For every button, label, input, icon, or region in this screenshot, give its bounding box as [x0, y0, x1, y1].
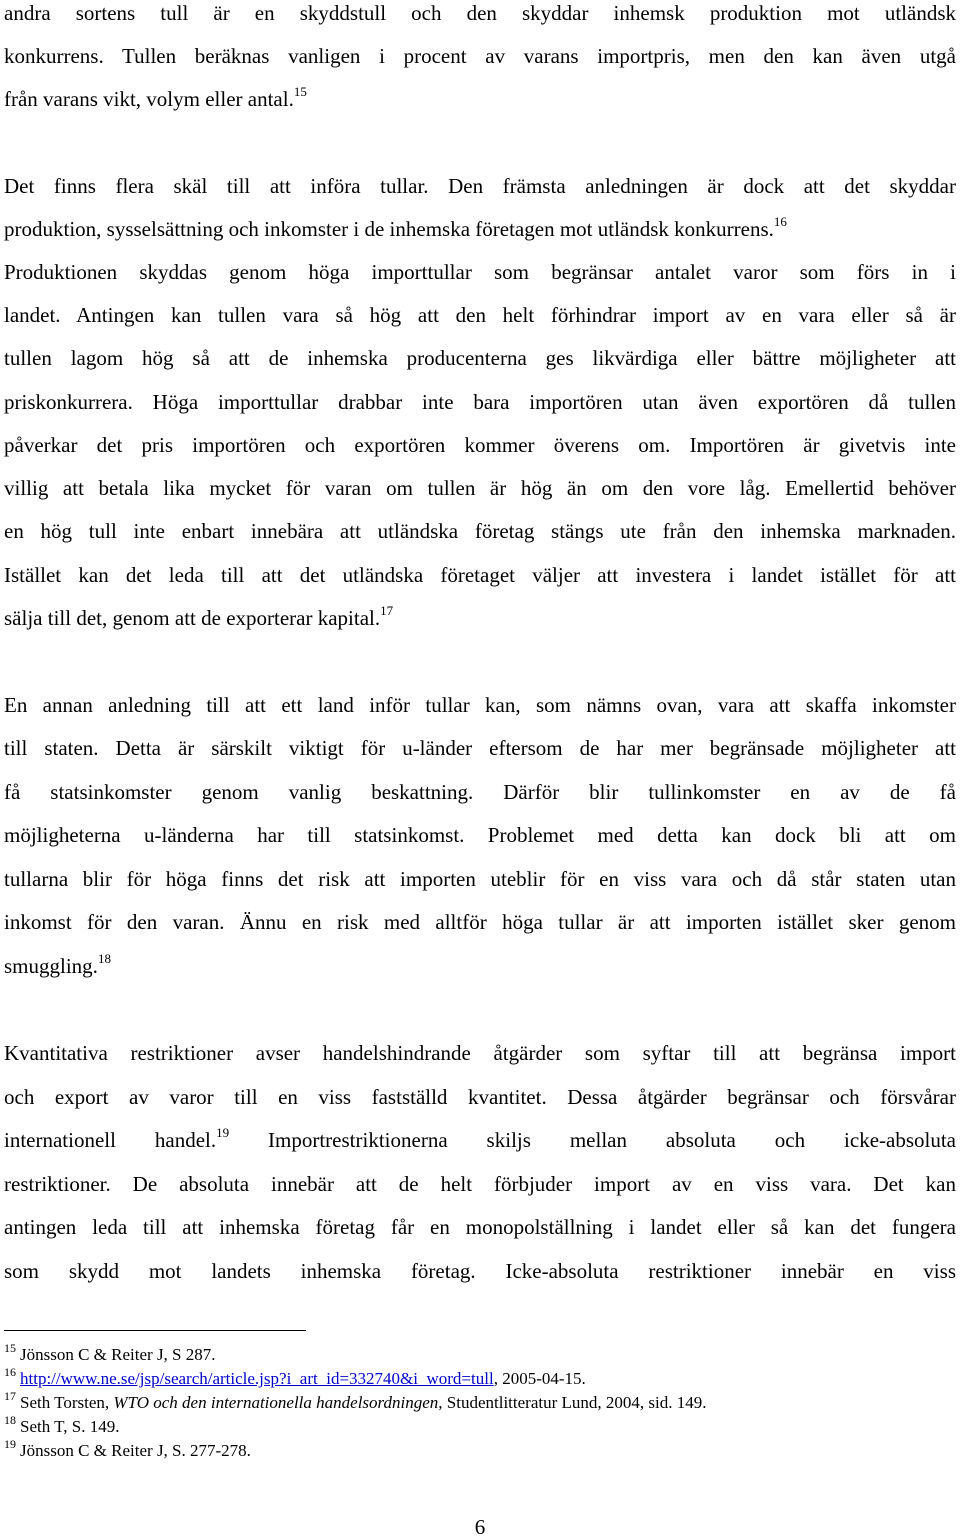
- text-line: och export av varor till en viss fastställd kvantitet. Dessa åtgärder begränsar och försvårar: [4, 1085, 956, 1109]
- text-line: internationell handel.$^{19}$ Importrestriktionerna skiljs mellan absoluta och icke-absoluta: [4, 1125, 956, 1152]
- text-line: produktion, sysselsättning och inkomster i de inhemska företagen mot utländsk konkurrens.$^{16}$: [4, 214, 787, 241]
- text-line: från varans vikt, volym eller antal.$^{15}$: [4, 84, 307, 111]
- footnote-number: 19: [4, 1437, 16, 1452]
- footnote-ref: 19: [216, 1125, 230, 1140]
- footnote-ref: 15: [293, 84, 307, 99]
- footnote-number: 17: [4, 1389, 16, 1404]
- footnote-ref: 17: [380, 603, 394, 618]
- text-line: priskonkurrera. Höga importtullar drabbar inte bara importören utan även exportören då tullen: [4, 390, 956, 414]
- text-line: tullarna blir för höga finns det risk att importen uteblir för en viss vara och då står staten utan: [4, 867, 956, 891]
- text-line: en hög tull inte enbart innebära att utländska företag stängs ute från den inhemska marknaden.: [4, 519, 956, 543]
- text-line: smuggling.$^{18}$: [4, 951, 111, 978]
- footnote-link[interactable]: http://www.ne.se/jsp/search/article.jsp?i_art_id=332740&i_word=tull: [20, 1369, 494, 1388]
- footnote-number: 18: [4, 1413, 16, 1428]
- text-line: inkomst för den varan. Ännu en risk med alltför höga tullar är att importen istället sker genom: [4, 910, 956, 934]
- text-line: Det finns flera skäl till att införa tullar. Den främsta anledningen är dock att det skyddar: [4, 174, 956, 198]
- text-line: få statsinkomster genom vanlig beskattning. Därför blir tullinkomster en av de få: [4, 780, 956, 804]
- footnote: $^{19}$ Jönsson C & Reiter J, S. 277-278.: [4, 1437, 251, 1460]
- footnote: $^{18}$ Seth T, S. 149.: [4, 1413, 120, 1436]
- text-line: villig att betala lika mycket för varan om tullen är hög än om den vore låg. Emellertid behöver: [4, 476, 956, 500]
- footnote: $^{16}$ http://www.ne.se/jsp/search/article.jsp?i_art_id=332740&i_word=tull, 2005-04-15.: [4, 1365, 586, 1388]
- footnote-number: 15: [4, 1341, 16, 1356]
- text-line: som skydd mot landets inhemska företag. Icke-absoluta restriktioner innebär en viss: [4, 1259, 956, 1283]
- text-line: Produktionen skyddas genom höga importtullar som begränsar antalet varor som förs in i: [4, 260, 956, 284]
- text-line: restriktioner. De absoluta innebär att de helt förbjuder import av en viss vara. Det kan: [4, 1172, 956, 1196]
- book-title: WTO och den internationella handelsordningen: [113, 1393, 439, 1412]
- text-line: antingen leda till att inhemska företag får en monopolställning i landet eller så kan det fungera: [4, 1215, 956, 1239]
- footnote: $^{15}$ Jönsson C & Reiter J, S 287.: [4, 1341, 216, 1364]
- text-line: Kvantitativa restriktioner avser handelshindrande åtgärder som syftar till att begränsa import: [4, 1041, 956, 1065]
- text-line: möjligheterna u-länderna har till statsinkomst. Problemet med detta kan dock bli att om: [4, 823, 956, 847]
- text-line: påverkar det pris importören och exportören kommer överens om. Importören är givetvis inte: [4, 433, 956, 457]
- text-line: Istället kan det leda till att det utländska företaget väljer att investera i landet istället för att: [4, 563, 956, 587]
- footnote-ref: 18: [97, 951, 111, 966]
- page-number: 6: [474, 1515, 486, 1539]
- text-line: tullen lagom hög så att de inhemska producenterna ges likvärdiga eller bättre möjligheter att: [4, 346, 956, 370]
- footnote-number: 16: [4, 1365, 16, 1380]
- text-line: landet. Antingen kan tullen vara så hög att den helt förhindrar import av en vara eller så är: [4, 303, 956, 327]
- footnote: $^{17}$ Seth Torsten, WTO och den internationella handelsordningen, Studentlitteratur Lund, 2004, sid. 149.: [4, 1389, 707, 1412]
- text-line: konkurrens. Tullen beräknas vanligen i procent av varans importpris, men den kan även utgå: [4, 44, 956, 68]
- text-line: En annan anledning till att ett land inför tullar kan, som nämns ovan, vara att skaffa inkomster: [4, 693, 956, 717]
- footnote-separator: [4, 1330, 306, 1331]
- text-line: till staten. Detta är särskilt viktigt för u-länder eftersom de har mer begränsade möjligheter att: [4, 736, 956, 760]
- text-line: sälja till det, genom att de exporterar kapital.$^{17}$: [4, 603, 394, 630]
- footnote-ref: 16: [773, 214, 787, 229]
- text-line: andra sortens tull är en skyddstull och den skyddar inhemsk produktion mot utländsk: [4, 1, 956, 25]
